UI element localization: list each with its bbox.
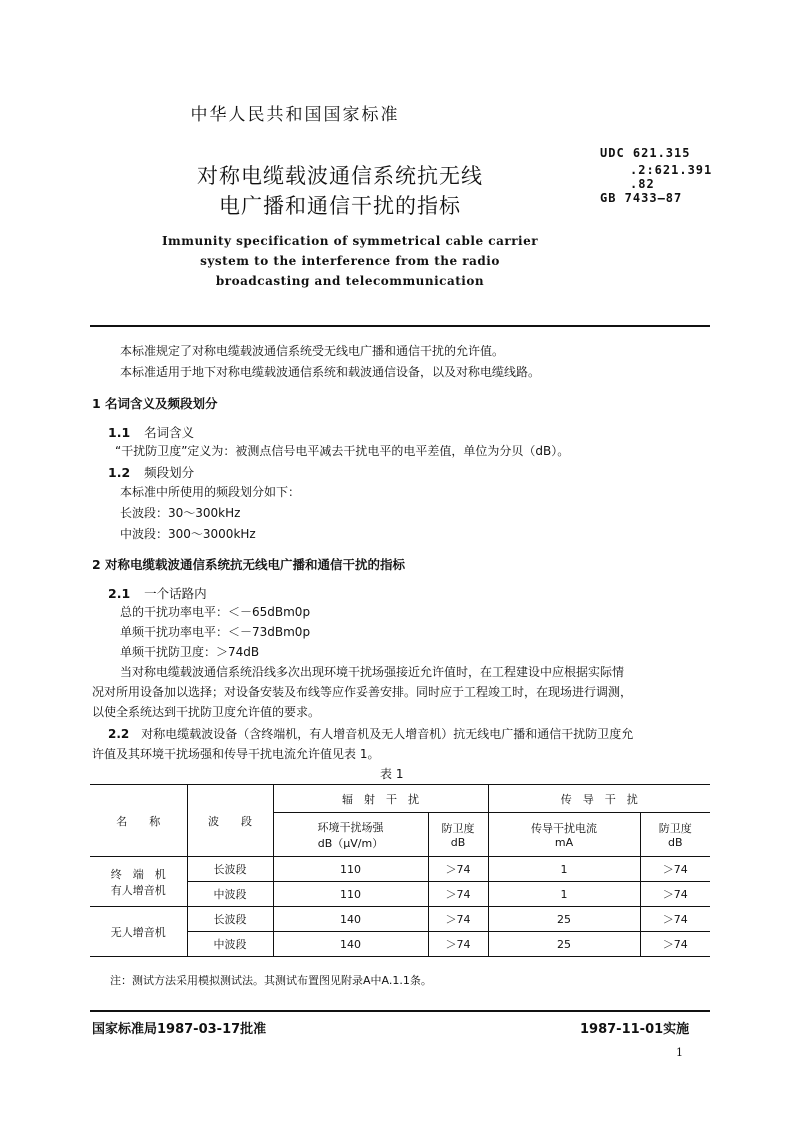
section2-2-line1: 对称电缆载波设备（含终端机，有人增音机及无人增音机）抗无线电广播和通信干扰防卫度允 (141, 727, 634, 741)
paragraph-line-1: 当对称电缆载波通信系统沿线多次出现环境干扰场强接近允许值时，在工程建设中应根据实际情 (120, 665, 625, 679)
medium-wave-band: 中波段：300～3000kHz (120, 527, 256, 541)
title-en-line3: broadcasting and telecommunication (215, 274, 485, 288)
header-current-unit: mA (554, 836, 574, 849)
header-current-label: 传导干扰电流 (531, 822, 597, 835)
section1-2-title: 频段划分 (144, 465, 195, 480)
header-band: 波 段 (187, 785, 273, 857)
table-row (90, 857, 710, 882)
section2-heading: 2 对称电缆载波通信系统抗无线电广播和通信干扰的指标 (92, 557, 406, 572)
group-terminal-line2: 有人增音机 (110, 883, 166, 897)
row3-band: 长波段 (187, 907, 273, 932)
section1-heading: 1 名词含义及频段划分 (92, 396, 218, 411)
row3-protection-2: ＞74 (640, 907, 710, 932)
intro-paragraph-2: 本标准适用于地下对称电缆载波通信系统和载波通信设备，以及对称电缆线路。 (120, 365, 541, 379)
group-unattended: 无人增音机 (90, 907, 187, 957)
footer-rule (90, 1010, 710, 1012)
interference-table (90, 784, 710, 957)
row3-field: 140 (273, 907, 428, 932)
header-current (488, 813, 640, 857)
row3-current: 25 (488, 907, 640, 932)
header-prot2-label: 防卫度 (658, 822, 692, 835)
paragraph-line-3: 以使全系统达到干扰防卫度允许值的要求。 (92, 705, 321, 719)
row2-band: 中波段 (187, 882, 273, 907)
row1-current: 1 (488, 857, 640, 882)
intro-paragraph-1: 本标准规定了对称电缆载波通信系统受无线电广播和通信干扰的允许值。 (120, 344, 505, 358)
section1-1-definition: “干扰防卫度”定义为：被测点信号电平减去干扰电平的电平差值，单位为分贝（dB）。 (115, 444, 570, 458)
section2-1-title: 一个话路内 (144, 586, 207, 601)
header-radiated: 辐 射 干 扰 (273, 785, 488, 813)
row1-band: 长波段 (187, 857, 273, 882)
group-terminal (90, 857, 187, 907)
section2-1-number: 2.1 (108, 586, 131, 601)
row4-protection: ＞74 (428, 932, 488, 957)
row2-protection-2: ＞74 (640, 882, 710, 907)
header-conducted: 传 导 干 扰 (488, 785, 710, 813)
header-name: 名 称 (90, 785, 187, 857)
udc-line2: .2:621.391 (630, 163, 713, 177)
row1-protection: ＞74 (428, 857, 488, 882)
title-cn-line1: 对称电缆载波通信系统抗无线 (197, 164, 483, 188)
row4-protection-2: ＞74 (640, 932, 710, 957)
section1-2-number: 1.2 (108, 465, 131, 480)
header-field-label: 环境干扰场强 (317, 820, 384, 834)
row3-protection: ＞74 (428, 907, 488, 932)
title-cn-line2: 电广播和通信干扰的指标 (219, 194, 461, 218)
row1-field: 110 (273, 857, 428, 882)
section1-1-title: 名词含义 (144, 425, 195, 440)
header-field-unit: dB（μV/m） (317, 836, 384, 850)
row4-band: 中波段 (187, 932, 273, 957)
total-interference-level: 总的干扰功率电平：＜－65dBm0p (120, 605, 311, 619)
table-caption: 表 1 (380, 767, 404, 781)
row2-protection: ＞74 (428, 882, 488, 907)
title-en-line2: system to the interference from the radio (200, 254, 500, 268)
header-prot1-unit: dB (450, 836, 466, 849)
header-prot1-label: 防卫度 (441, 822, 475, 835)
row4-current: 25 (488, 932, 640, 957)
section1-1-number: 1.1 (108, 425, 131, 440)
table-row (90, 907, 710, 932)
header-field-strength (273, 813, 428, 857)
udc-line1: UDC 621.315 (600, 146, 691, 160)
title-en-line1: Immunity specification of symmetrical cable carrier (161, 234, 539, 248)
effective-date: 1987-11-01实施 (580, 1022, 690, 1037)
row2-field: 110 (273, 882, 428, 907)
header-protection-2 (640, 813, 710, 857)
section2-2-line2: 许值及其环境干扰场强和传导干扰电流允许值见表 1。 (92, 747, 380, 761)
group-terminal-line1: 终 端 机 (110, 867, 166, 881)
long-wave-band: 长波段：30～300kHz (120, 506, 241, 520)
section1-2-intro: 本标准中所使用的频段划分如下： (120, 485, 301, 499)
section2-2-number: 2.2 (108, 727, 130, 741)
approval-date: 国家标准局1987-03-17批准 (92, 1022, 267, 1037)
gb-number: GB 7433—87 (600, 191, 683, 205)
single-interference-level: 单频干扰功率电平：＜－73dBm0p (120, 625, 311, 639)
header-rule (90, 325, 710, 327)
header-prot2-unit: dB (667, 836, 683, 849)
header-protection-1 (428, 813, 488, 857)
row2-current: 1 (488, 882, 640, 907)
paragraph-line-2: 况对所用设备加以选择；对设备安装及布线等应作妥善安排。同时应于工程竣工时，在现场进行调测， (92, 685, 633, 699)
row1-protection-2: ＞74 (640, 857, 710, 882)
single-protection-ratio: 单频干扰防卫度：＞74dB (120, 645, 260, 659)
row4-field: 140 (273, 932, 428, 957)
table-note: 注：测试方法采用模拟测试法。其测试布置图见附录A中A.1.1条。 (110, 974, 432, 987)
page-number: 1 (676, 1046, 683, 1059)
standard-type: 中华人民共和国国家标准 (190, 105, 400, 125)
udc-line3: .82 (630, 177, 655, 191)
